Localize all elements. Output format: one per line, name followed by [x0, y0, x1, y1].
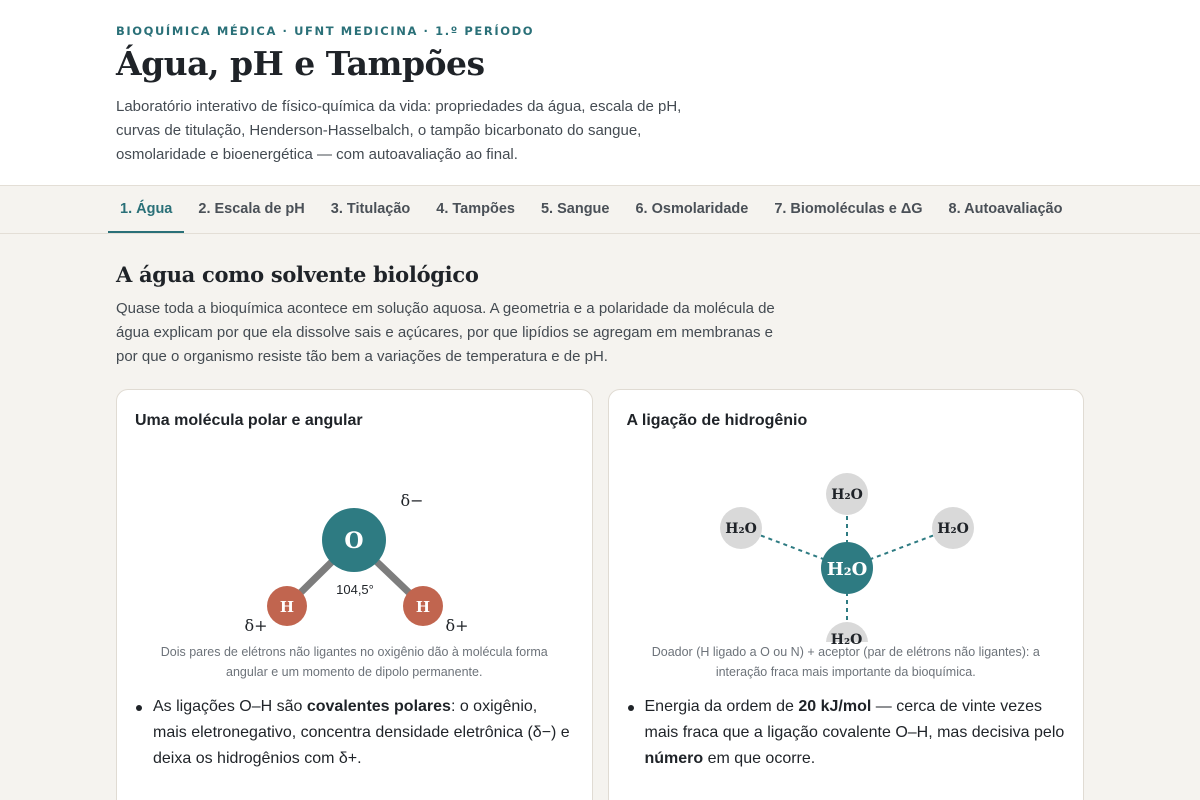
tab-bar [0, 186, 1200, 234]
tab-escala-ph[interactable]: 2. Escala de pH [198, 200, 305, 217]
tab-osmolaridade[interactable]: 6. Osmolaridade [635, 200, 749, 217]
section-intro: Quase toda a bioquímica acontece em solução aquosa. A geometria e a polaridade da molécula de água explicam por que ela dissolve sais e açúcares, por que lipídios se agregam em membranas e por que o organismo resiste tão bem a variações de temperatura e de pH. [116, 300, 775, 365]
card-title: A ligação de hidrogênio [626, 412, 808, 429]
neighbor-label-right: H₂O [936, 521, 969, 537]
list-item: Energia da ordem de 20 kJ/mol — cerca de vinte vezes mais fraca que a ligação covalente O–H, mas decisiva pelo número em que ocorre. [645, 694, 1066, 772]
oxygen-label: O [344, 528, 364, 554]
hydrogen-bond-figure [627, 434, 1066, 648]
card-polar-molecule [116, 389, 593, 800]
section-title: A água como solvente biológico [116, 262, 479, 287]
page-subtitle: Laboratório interativo de físico-química da vida: propriedades da água, escala de pH, curvas de titulação, Henderson-Hasselbalch, o tampão bicarbonato do sangue, osmolaridade e bioenergética — com autoavaliação ao final. [116, 98, 682, 163]
delta-plus-right-label: δ+ [445, 616, 469, 635]
water-molecule-diagram [135, 434, 575, 642]
bond-angle-label: 104,5° [336, 582, 374, 597]
tab-autoavaliacao[interactable]: 8. Autoavaliação [948, 200, 1063, 217]
tab-sangue[interactable]: 5. Sangue [540, 200, 610, 217]
page-title: Água, pH e Tampões [116, 44, 485, 83]
card-title: Uma molécula polar e angular [135, 412, 363, 429]
figure-caption: Dois pares de elétrons não ligantes no oxigênio dão à molécula forma angular e um momento de dipolo permanente. [160, 645, 548, 679]
neighbor-label-left: H₂O [724, 521, 757, 537]
list-item: As ligações O–H são covalentes polares: o oxigênio, mais eletronegativo, concentra densidade eletrônica (δ−) e deixa os hidrogênios com δ+. [153, 694, 574, 772]
main-content [0, 234, 1200, 800]
hydrogen-label-left: H [279, 598, 295, 616]
neighbor-label-top: H₂O [830, 487, 863, 503]
delta-minus-label: δ− [400, 491, 424, 510]
tab-tampoes[interactable]: 4. Tampões [436, 200, 515, 217]
figure-caption: Doador (H ligado a O ou N) + aceptor (par de elétrons não ligantes): a interação fraca mais importante da bioquímica. [651, 645, 1040, 679]
hydrogen-bond-diagram [627, 434, 1067, 642]
hydrogen-label-right: H [415, 598, 431, 616]
central-water-label: H₂O [826, 559, 867, 580]
bullet-list [135, 694, 574, 772]
card-hydrogen-bond [608, 389, 1085, 800]
page-header [0, 0, 1200, 186]
tab-titulacao[interactable]: 3. Titulação [330, 200, 411, 217]
course-eyebrow: BIOQUÍMICA MÉDICA · UFNT MEDICINA · 1.º PERÍODO [116, 24, 535, 38]
delta-plus-left-label: δ+ [244, 616, 268, 635]
water-molecule-figure [135, 434, 574, 642]
bullet-list [627, 694, 1066, 772]
tab-biomoleculas[interactable]: 7. Biomoléculas e ΔG [774, 200, 923, 217]
card-row [116, 389, 1084, 800]
neighbor-label-bottom: H₂O [830, 632, 863, 648]
tab-agua[interactable]: 1. Água [108, 186, 184, 233]
